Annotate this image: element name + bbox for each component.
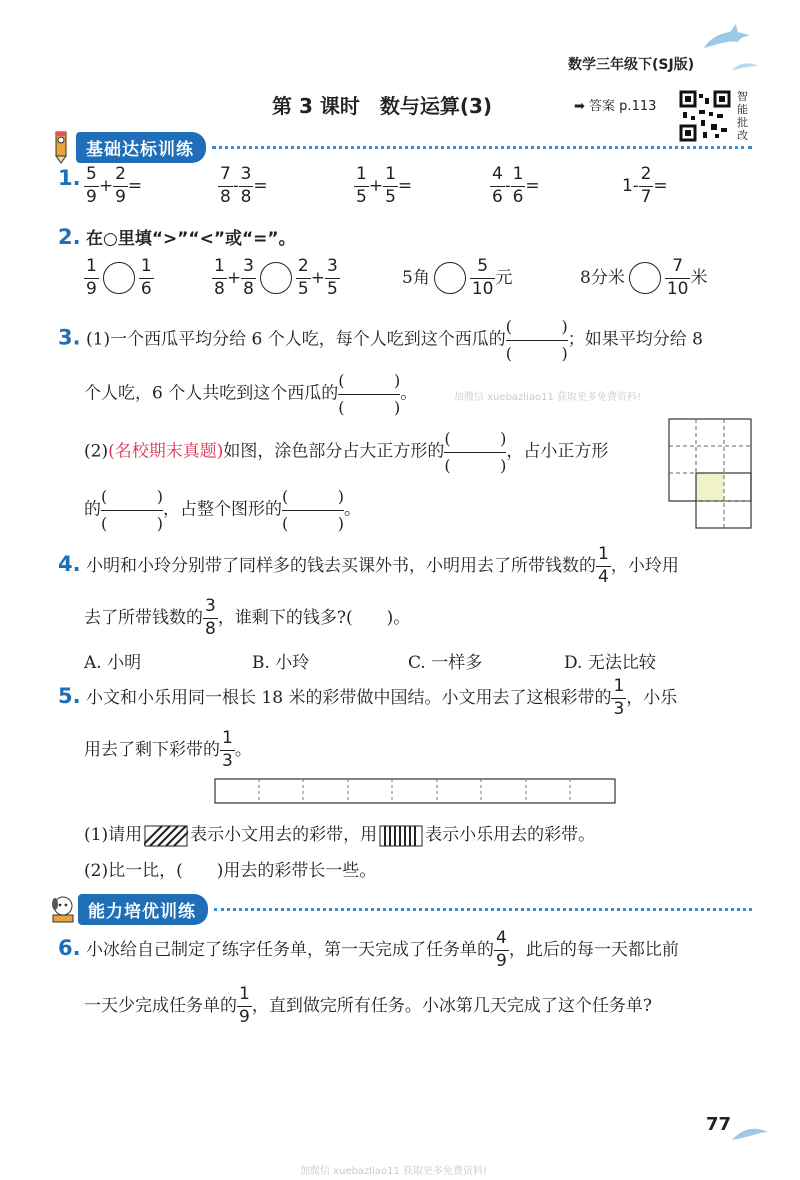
q1-item-5: 1- $\frac{2}{7}$ = — [622, 164, 668, 207]
answer-blank[interactable]: ( ) ( ) — [338, 371, 401, 417]
page-number: 77 — [706, 1114, 732, 1135]
q3-line-1: 3. (1)一个西瓜平均分给 6 个人吃，每个人吃到这个西瓜的 ( ) ( ) ；如果平均分给 8 — [58, 317, 703, 363]
question-number: 4. — [58, 551, 81, 576]
q2-compare-3: 5角 $\frac{5}{10}$ 元 — [402, 256, 513, 299]
arrow-right-icon: ➡ — [574, 99, 585, 114]
section-basic — [48, 130, 752, 164]
answer-blank[interactable]: ( ) ( ) — [282, 487, 344, 533]
q5-line-1: 5. 小文和小乐用同一根长 18 米的彩带做中国结。小文用去了这根彩带的 $\frac{1}{3}$ ，小乐 — [58, 676, 678, 719]
option-b[interactable]: B. 小玲 — [252, 653, 310, 673]
dolphin-icon-small — [730, 58, 760, 74]
q5-part-1: (1)请用 表示小文用去的彩带，用 表示小乐用去的彩带。 — [84, 825, 596, 845]
fraction: $\frac{1}{6}$ — [512, 164, 524, 207]
q1-item-1: $\frac{5}{9}$ + $\frac{2}{9}$ = — [86, 164, 143, 207]
fraction: $\frac{3}{8}$ — [243, 256, 254, 299]
watermark-footer: 加微信 xuebazliao11 获取更多免费资料! — [300, 1166, 488, 1177]
question-number: 2. — [58, 225, 81, 249]
q3-line-4: 的 ( ) ( ) ，占整个图形的 ( ) ( ) 。 — [84, 487, 361, 533]
q1-item-3: $\frac{1}{5}$ + $\frac{1}{5}$ = — [356, 164, 413, 207]
question-text: 在○里填“>”“<”或“=”。 — [86, 229, 296, 249]
answer-blank[interactable]: ( ) ( ) — [505, 317, 568, 363]
compare-circle[interactable] — [434, 262, 466, 294]
square-figure — [668, 418, 752, 530]
q3-line-2: 个人吃，6 个人共吃到这个西瓜的 ( ) ( ) 。 — [84, 371, 418, 417]
fraction: $\frac{5}{9}$ — [86, 164, 97, 207]
compare-circle[interactable] — [260, 262, 292, 294]
option-a[interactable]: A. 小明 — [84, 653, 142, 673]
answer-ref: 答案 p.113 — [589, 99, 657, 114]
compare-circle[interactable] — [629, 262, 661, 294]
q2-compare-4: 8分米 $\frac{7}{10}$ 米 — [580, 256, 708, 299]
fraction: $\frac{2}{7}$ — [640, 164, 652, 207]
compare-circle[interactable] — [103, 262, 135, 294]
question-number: 6. — [58, 935, 81, 960]
question-number: 3. — [58, 325, 81, 350]
q4-line-1: 4. 小明和小玲分别带了同样多的钱去买课外书，小明用去了所带钱数的 $\frac{1}{4}$ ，小玲用 — [58, 544, 679, 587]
q4-line-2: 去了所带钱数的 $\frac{3}{8}$ ，谁剩下的钱多?( )。 — [84, 596, 411, 639]
answer-blank[interactable]: ( ) ( ) — [101, 487, 163, 533]
q3-line-3: (2)(名校期末真题)如图，涂色部分占大正方形的 ( ) ( ) ，占小正方形 — [84, 429, 609, 475]
fraction: $\frac{3}{5}$ — [326, 256, 338, 299]
fraction: $\frac{1}{9}$ — [239, 984, 250, 1027]
question-number: 5. — [58, 683, 81, 708]
q5-part-2: (2)比一比，( )用去的彩带长一些。 — [84, 861, 377, 881]
fraction: $\frac{4}{9}$ — [496, 928, 507, 971]
page-title: 第 3 课时 数与运算(3) — [272, 94, 493, 118]
option-c[interactable]: C. 一样多 — [408, 653, 483, 673]
fraction: $\frac{2}{5}$ — [297, 256, 309, 299]
dog-mascot-icon — [48, 894, 78, 924]
vertical-hatch-icon — [379, 825, 423, 847]
dolphin-icon — [700, 22, 756, 58]
fraction: $\frac{1}{3}$ — [613, 676, 625, 719]
question-2 — [58, 224, 296, 249]
fraction: $\frac{1}{6}$ — [140, 256, 152, 299]
pencil-mascot-icon — [48, 130, 76, 164]
q6-line-2: 一天少完成任务单的 $\frac{1}{9}$ ，直到做完所有任务。小冰第几天完成了这个任务单? — [84, 984, 652, 1027]
q6-line-1: 6. 小冰给自己制定了练字任务单，第一天完成了任务单的 $\frac{4}{9}$ ，此后的每一天都比前 — [58, 928, 679, 971]
section-basic-title: 基础达标训练 — [76, 132, 206, 163]
fraction: $\frac{3}{8}$ — [240, 164, 252, 207]
question-1 — [58, 166, 81, 190]
fraction: $\frac{1}{8}$ — [214, 256, 225, 299]
exam-tag: (名校期末真题) — [108, 441, 224, 462]
ribbon-strip[interactable] — [214, 778, 616, 804]
fraction: $\frac{7}{8}$ — [220, 164, 231, 207]
answer-blank[interactable]: ( ) ( ) — [444, 429, 507, 475]
q5-line-2: 用去了剩下彩带的 $\frac{1}{3}$ 。 — [84, 728, 252, 771]
section-advanced-title: 能力培优训练 — [78, 894, 208, 925]
section-divider — [212, 146, 752, 149]
fraction: $\frac{1}{5}$ — [356, 164, 367, 207]
question-number: 1. — [58, 166, 81, 190]
q2-compare-1 — [84, 258, 154, 299]
fraction: $\frac{1}{9}$ — [86, 256, 97, 299]
fraction: $\frac{5}{10}$ — [471, 256, 494, 299]
qr-caption: 智 能 批 改 — [737, 90, 748, 142]
q1-item-2: $\frac{7}{8}$ - $\frac{3}{8}$ = — [220, 164, 268, 207]
diagonal-hatch-icon — [144, 825, 188, 847]
fraction: $\frac{1}{5}$ — [385, 164, 396, 207]
fraction: $\frac{2}{9}$ — [115, 164, 126, 207]
fraction: $\frac{4}{6}$ — [492, 164, 503, 207]
q4-options — [84, 648, 724, 672]
fraction: $\frac{1}{4}$ — [598, 544, 609, 587]
fraction: $\frac{7}{10}$ — [666, 256, 689, 299]
fraction: $\frac{1}{3}$ — [222, 728, 233, 771]
dolphin-icon-footer — [730, 1124, 770, 1146]
book-label: 数学三年级下(SJ版) — [568, 57, 695, 73]
fraction: $\frac{3}{8}$ — [205, 596, 216, 639]
section-divider — [214, 908, 752, 911]
q2-compare-2: $\frac{1}{8}$ + $\frac{3}{8}$ $\frac{2}{5}$ + $\frac{3}{5}$ — [214, 256, 338, 299]
watermark-mid: 加微信 xuebazliao11 获取更多免费资料! — [454, 392, 642, 403]
section-advanced — [48, 892, 752, 926]
q1-item-4: $\frac{4}{6}$ - $\frac{1}{6}$ = — [492, 164, 540, 207]
answer-link[interactable] — [574, 95, 656, 114]
option-d[interactable]: D. 无法比较 — [564, 653, 656, 673]
